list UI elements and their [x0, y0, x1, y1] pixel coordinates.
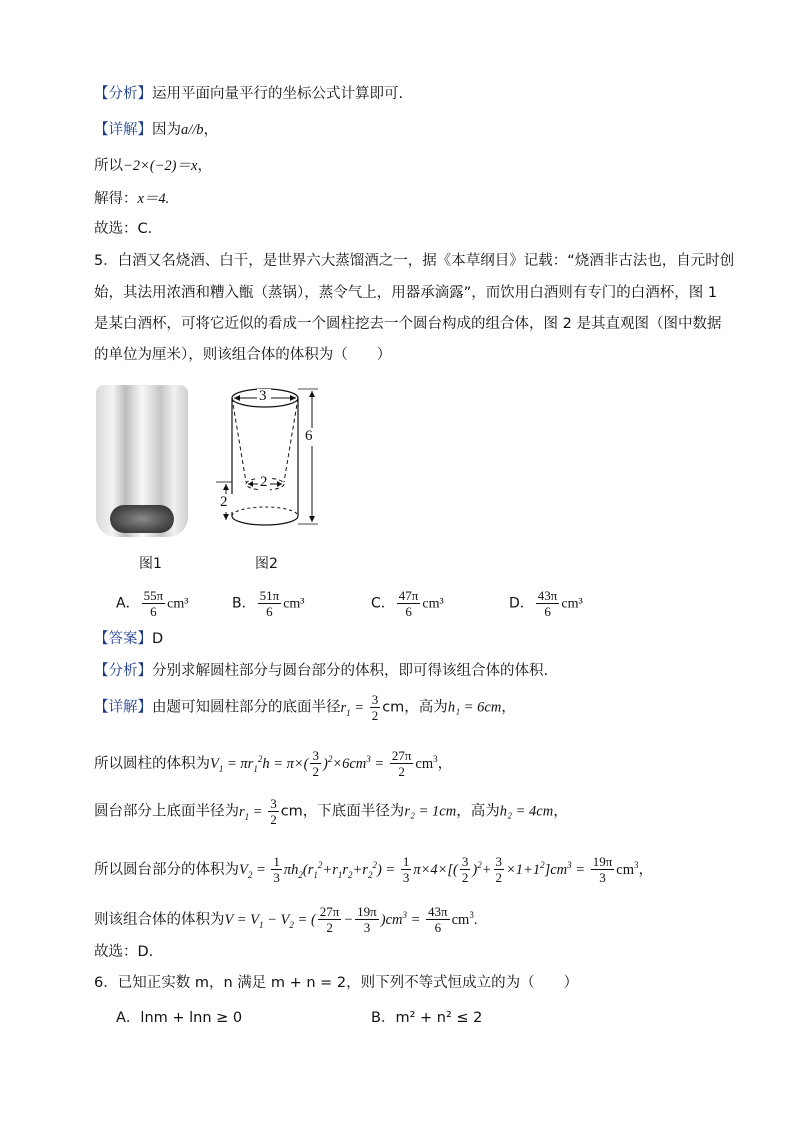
cyl-text: 所以圆柱的体积为 — [94, 755, 210, 772]
cyl-r-den: 2 — [312, 764, 319, 780]
total-a-fraction — [318, 904, 342, 935]
q5-stem-line3: 是某白酒杯，可将它近似的看成一个圆柱挖去一个圆台构成的组合体，图 2 是其直观图（图中数据 — [94, 316, 722, 332]
analysis-tag: 【分析】 — [94, 86, 152, 102]
total-result-num: 43π — [428, 904, 448, 920]
detail-suffix: ， — [203, 122, 219, 138]
q5-choice: 故选：D. — [94, 944, 154, 960]
fig2-height-label: 6 — [305, 428, 313, 444]
frustum-formula-mid: $\pi h_2(r_1^2+r_1r_2+r_2^2)$ = — [283, 860, 399, 880]
analysis-tag: 【分析】 — [94, 663, 152, 679]
r1-fraction — [370, 692, 381, 723]
q5-stem-line4: 的单位为厘米），则该组合体的体积为（ ） — [94, 347, 392, 363]
frustum-formula-end: $\times 1+1^2]cm^3$ = — [506, 860, 589, 878]
option-b-fraction — [258, 588, 282, 619]
frustum-result-fraction — [591, 854, 615, 885]
one-third-den: 3 — [273, 870, 280, 886]
frustum-three-half-den: 2 — [461, 870, 469, 886]
q5-stem-line1: 5．白酒又名烧酒、白干，是世界六大蒸馏酒之一，据《本草纲目》记载：“烧酒非古法也，自元时创 — [94, 253, 735, 269]
cyl-r-fraction — [310, 748, 321, 779]
option-c-label: C． — [371, 595, 395, 612]
analysis-text: 分别求解圆柱部分与圆台部分的体积，即可得该组合体的体积. — [152, 663, 549, 679]
total-b-num: 19π — [357, 904, 377, 920]
frustum-formula-sub: π×4×[( — [413, 861, 458, 878]
one-third-b-num: 1 — [402, 854, 410, 870]
total-text: 则该组合体的体积为 — [94, 911, 225, 928]
total-a-num: 27π — [319, 904, 340, 920]
frustum-three-half-b-den: 2 — [495, 870, 503, 886]
q4-so-line — [94, 156, 212, 176]
cyl-result-fraction — [390, 748, 414, 779]
vector-parallel-math: a//b — [181, 122, 204, 138]
option-a — [116, 588, 188, 619]
frustum-r1-fraction — [268, 796, 279, 827]
detail-text2: cm，高为 — [382, 699, 448, 716]
option-c — [371, 588, 444, 619]
q4-detail — [94, 120, 218, 140]
option-c-unit: cm³ — [422, 596, 444, 612]
option-d-num: 43π — [537, 588, 558, 603]
option-a-num: 55π — [143, 588, 164, 603]
option-c-num: 47π — [398, 588, 419, 603]
r1-den: 2 — [371, 708, 379, 723]
so-suffix: ， — [197, 158, 212, 174]
q5-frustum-volume — [94, 848, 653, 892]
q4-analysis — [94, 84, 403, 104]
frustum-formula: $V_2$ = — [239, 861, 270, 880]
so-text: 所以 — [94, 158, 123, 174]
q5-detail — [94, 692, 516, 727]
total-b-den: 3 — [363, 920, 371, 936]
detail-text: 因为 — [152, 122, 181, 138]
r1-symbol: $r_1$ = — [340, 699, 368, 718]
total-formula-end: )$cm^3$ = — [380, 910, 425, 928]
frustum-text: 圆台部分上底面半径为 — [94, 803, 239, 820]
frustum-result-den: 3 — [599, 870, 606, 886]
frustum-three-half-num: 3 — [461, 854, 469, 870]
frustum-text2: cm，下底面半径为 — [280, 803, 405, 820]
option-a-den: 6 — [150, 604, 157, 619]
total-result-den: 6 — [434, 920, 442, 936]
option-d-den: 6 — [544, 604, 551, 619]
frustum-formula-sq: )$^2$+ — [472, 860, 492, 878]
one-third-num: 1 — [273, 854, 280, 870]
one-third-b — [401, 854, 412, 885]
solve-text: 解得： — [94, 191, 138, 207]
one-third — [271, 854, 282, 885]
h2-value: h₂ = 4cm — [499, 803, 554, 820]
option-a-fraction — [142, 588, 166, 619]
q4-choice: 故选：C. — [94, 221, 153, 237]
r2-value: r₂ = 1cm — [404, 803, 457, 820]
option-c-den: 6 — [405, 604, 412, 619]
so-math: −2×(−2)＝x — [123, 158, 198, 174]
cyl-formula: $V_1 = \pi r_1^2h = \pi\times$( — [210, 754, 309, 774]
frustum-text3: ，高为 — [456, 803, 500, 820]
q5-total-volume — [94, 898, 477, 942]
frustum-r1-den: 2 — [270, 812, 277, 827]
frustum-r1-num: 3 — [270, 796, 277, 811]
option-b-num: 51π — [259, 588, 280, 603]
r1-num: 3 — [371, 692, 379, 707]
q5-answer — [94, 629, 163, 649]
option-b-label: B． — [232, 595, 256, 612]
cyl-result-num: 27π — [391, 748, 412, 764]
frustum-result-num: 19π — [592, 854, 613, 870]
option-d-label: D． — [509, 595, 534, 612]
total-unit: $cm^3$. — [451, 910, 478, 928]
total-minus: − — [343, 911, 354, 928]
q5-stem-line2: 始，其法用浓酒和糟入甑（蒸锅），蒸令气上，用器承滴露”，而饮用白酒则有专门的白酒杯，图 1 — [94, 285, 718, 301]
fig1-caption: 图1 — [139, 556, 162, 572]
fig2-lower-label: 2 — [220, 494, 228, 510]
option-d — [509, 588, 583, 619]
total-a-den: 2 — [326, 920, 333, 936]
q5-frustum-radii — [94, 796, 568, 831]
option-a-unit: cm³ — [167, 596, 189, 612]
cylinder-diagram — [212, 386, 330, 532]
answer-tag: 【答案】 — [94, 631, 152, 647]
shot-glass-base — [110, 505, 174, 533]
total-formula: $V = V_1 - V_2$ = ( — [224, 911, 316, 930]
fig2-top-label: 3 — [259, 388, 267, 404]
frustum-three-half-b-num: 3 — [495, 854, 503, 870]
cyl-r-num: 3 — [312, 748, 319, 764]
frustum-r1: $r_1$ = — [239, 803, 267, 822]
q6-option-b: B．m² + n² ≤ 2 — [371, 1010, 483, 1026]
cyl-result-den: 2 — [398, 764, 405, 780]
fig2-caption: 图2 — [255, 556, 278, 572]
total-b-fraction — [355, 904, 379, 935]
q4-solve-line — [94, 189, 169, 209]
total-result-fraction — [426, 904, 450, 935]
h1-value: h₁ = 6cm — [447, 699, 502, 716]
one-third-b-den: 3 — [402, 870, 410, 886]
q5-cylinder-volume — [94, 744, 452, 784]
fig2-inner-label: 2 — [260, 474, 268, 490]
option-b-den: 6 — [266, 604, 273, 619]
option-a-label: A． — [116, 595, 140, 612]
answer-value: D — [152, 631, 164, 647]
frustum-three-half-b — [494, 854, 505, 885]
detail-tag: 【详解】 — [94, 122, 152, 138]
q6-option-a: A．lnm + lnn ≥ 0 — [116, 1010, 243, 1026]
cyl-formula-tail: )$^2\times 6cm^3$ = — [322, 754, 388, 772]
q5-analysis — [94, 661, 548, 681]
detail-tag: 【详解】 — [94, 699, 152, 716]
analysis-text: 运用平面向量平行的坐标公式计算即可. — [152, 86, 404, 102]
frustum-vol-text: 所以圆台部分的体积为 — [94, 861, 239, 878]
detail-text: 由题可知圆柱部分的底面半径 — [152, 699, 341, 716]
option-d-unit: cm³ — [561, 596, 583, 612]
option-b — [232, 588, 305, 619]
option-c-fraction — [397, 588, 421, 619]
option-d-fraction — [536, 588, 560, 619]
cyl-unit: $cm^3$， — [415, 754, 453, 772]
detail-comma: ， — [501, 699, 516, 716]
solve-math: x＝4. — [137, 191, 170, 207]
frustum-unit: $cm^3$， — [616, 860, 653, 878]
frustum-three-half — [460, 854, 471, 885]
q6-stem: 6．已知正实数 m，n 满足 m + n = 2，则下列不等式恒成立的为（ ） — [94, 975, 579, 991]
frustum-comma: ， — [553, 803, 568, 820]
option-b-unit: cm³ — [283, 596, 305, 612]
